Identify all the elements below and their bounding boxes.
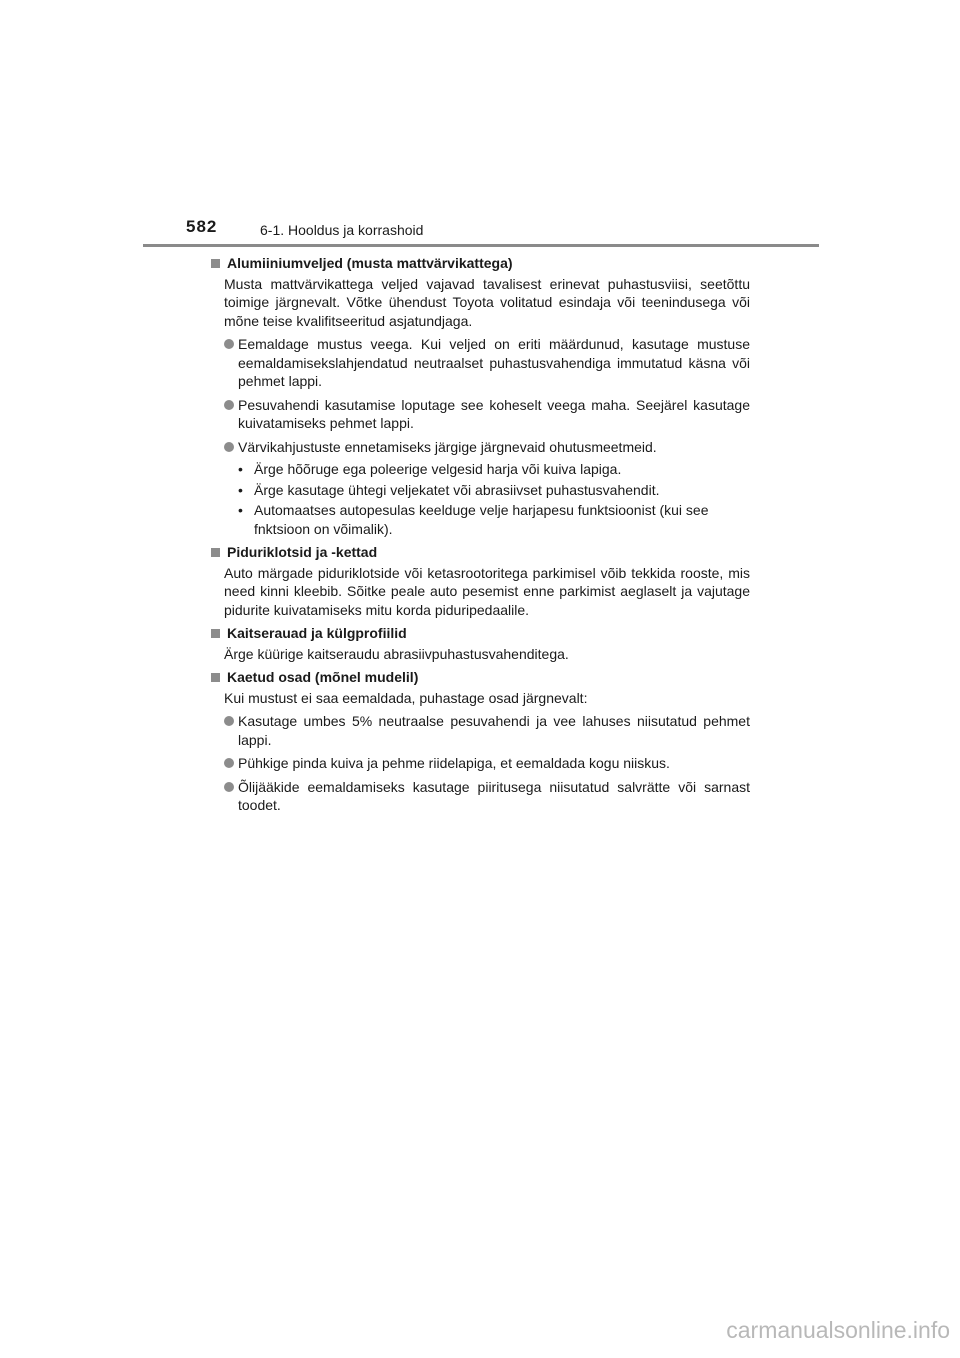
sub-list-item: • Ärge hõõruge ega poleerige velgesid harja või kuiva lapiga. bbox=[238, 461, 622, 477]
section-coated-parts bbox=[208, 668, 750, 815]
paragraph: Musta mattvärvikattega veljed vajavad tavalisest erinevat puhastusviisi, seetõttu toimige järgnevalt. Võtke ühendust Toyota volitatud esindaja või teenindusega või mõne teise kvalifitseeritud asjatundjaga. bbox=[224, 275, 750, 329]
header-rule bbox=[143, 244, 819, 247]
list-item: Kasutage umbes 5% neutraalse pesuvahendi ja vee lahuses niisutatud pehmet lappi. bbox=[224, 712, 750, 749]
section-heading: Kaitserauad ja külgprofiilid bbox=[227, 625, 407, 641]
square-bullet-icon bbox=[211, 673, 220, 682]
section-brakes bbox=[208, 543, 750, 619]
dot-marker-icon: • bbox=[238, 502, 243, 518]
page-header bbox=[186, 217, 826, 245]
square-bullet-icon bbox=[211, 629, 220, 638]
list-item: Pesuvahendi kasutamise loputage see koheselt veega maha. Seejärel kasutage kuivatamiseks pehmet lappi. bbox=[224, 396, 750, 433]
square-bullet-icon bbox=[211, 548, 220, 557]
page-number: 582 bbox=[186, 217, 218, 236]
list-item: Värvikahjustuste ennetamiseks järgige järgnevaid ohutusmeetmeid. bbox=[224, 438, 750, 457]
dot-marker-icon: • bbox=[238, 481, 243, 498]
paragraph: Auto märgade piduriklotside või ketasrootoritega parkimisel võib tekkida rooste, mis need kinni kleebib. Sõitke peale auto pesemist enne parkimist aeglaselt ja vajutage pidurite kuivatamiseks mitu korda piduripedaalile. bbox=[224, 564, 750, 618]
sub-list-item: • Automaatses autopesulas keelduge velje harjapesu funktsioonist (kui see fnktsioon on võimalik). bbox=[238, 502, 709, 537]
section-alloy-wheels bbox=[208, 254, 750, 538]
list-item: Pühkige pinda kuiva ja pehme riidelapiga, et eemaldada kogu niiskus. bbox=[224, 754, 750, 773]
list-item: Eemaldage mustus veega. Kui veljed on eriti määrdunud, kasutage mustuse eemaldamisekslahjendatud neutraalset puhastusvahendiga immutatud käsna või pehmet lappi. bbox=[224, 335, 750, 391]
section-bumpers bbox=[208, 624, 750, 663]
page-content bbox=[208, 254, 750, 815]
section-heading: Piduriklotsid ja -kettad bbox=[227, 544, 378, 560]
circle-bullet-icon bbox=[224, 716, 234, 726]
square-bullet-icon bbox=[211, 259, 220, 268]
paragraph: Kui mustust ei saa eemaldada, puhastage osad järgnevalt: bbox=[224, 689, 588, 706]
circle-bullet-icon bbox=[224, 782, 234, 792]
circle-bullet-icon bbox=[224, 400, 234, 410]
section-heading: Alumiiniumveljed (musta mattvärvikattega) bbox=[227, 255, 513, 271]
watermark: carmanualsonline.info bbox=[726, 1317, 950, 1343]
sub-list-item: • Ärge kasutage ühtegi veljekatet või abrasiivset puhastusvahendit. bbox=[238, 481, 660, 498]
circle-bullet-icon bbox=[224, 339, 234, 349]
list-item: Õlijääkide eemaldamiseks kasutage piiritusega niisutatud salvrätte või sarnast toodet. bbox=[224, 778, 750, 815]
section-title: 6-1. Hooldus ja korrashoid bbox=[260, 222, 424, 238]
paragraph: Ärge küürige kaitseraudu abrasiivpuhastusvahenditega. bbox=[224, 645, 569, 662]
section-heading: Kaetud osad (mõnel mudelil) bbox=[227, 669, 419, 685]
circle-bullet-icon bbox=[224, 758, 234, 768]
dot-marker-icon: • bbox=[238, 461, 243, 477]
circle-bullet-icon bbox=[224, 442, 234, 452]
